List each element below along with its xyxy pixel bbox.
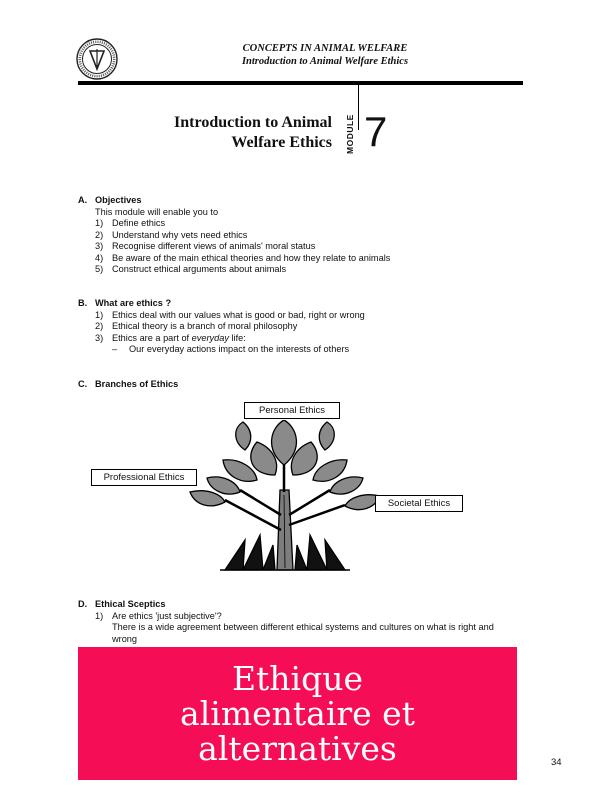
sub-list-item: – Our everyday actions impact on the interests of others: [112, 344, 350, 354]
header-subtitle: Introduction to Animal Welfare Ethics: [241, 56, 409, 67]
list-item: 1) Ethics deal with our values what is good or bad, right or wrong: [95, 309, 365, 320]
banner-line-3: alternatives: [198, 729, 397, 768]
list-item: 3) Ethics are a part of everyday life:: [95, 332, 246, 343]
banner-line-1: Ethique: [231, 659, 364, 698]
list-item: 4) Be aware of the main ethical theories and how they relate to animals: [95, 252, 391, 263]
paragraph-line: There is a wide agreement between different ethical systems and cultures on what is right and: [112, 622, 494, 632]
section-ethical-sceptics: [78, 599, 528, 645]
banner-line-2: alimentaire et: [180, 694, 415, 733]
list-item: 1) Define ethics: [95, 218, 166, 228]
section-letter: A.: [78, 195, 88, 205]
module-title: [140, 113, 332, 153]
personal-ethics-box: Personal Ethics: [244, 402, 340, 419]
section-what-are-ethics: [78, 298, 528, 356]
section-heading: Branches of Ethics: [95, 379, 179, 389]
title-banner: [78, 647, 517, 780]
page-number: 34: [551, 757, 562, 768]
section-heading: Objectives: [95, 195, 142, 205]
header-rule: [78, 81, 523, 85]
section-heading: What are ethics ?: [95, 298, 172, 308]
list-item: 2) Understand why vets need ethics: [95, 229, 248, 240]
module-title-line2: Welfare Ethics: [231, 134, 332, 151]
tree-illustration: [185, 420, 385, 580]
professional-ethics-box: Professional Ethics: [91, 469, 197, 486]
section-letter: D.: [78, 599, 88, 609]
paragraph-line: wrong: [112, 633, 138, 644]
module-label: MODULE: [345, 114, 355, 154]
module-divider: [358, 84, 359, 130]
section-objectives: [78, 195, 528, 276]
list-item: 1) Are ethics 'just subjective'?: [95, 610, 222, 621]
list-item: 2) Ethical theory is a branch of moral philosophy: [95, 321, 298, 331]
section-letter: C.: [78, 379, 88, 389]
organization-seal-icon: [76, 38, 118, 80]
section-heading: Ethical Sceptics: [95, 599, 166, 609]
section-intro: This module will enable you to: [95, 206, 219, 217]
section-letter: B.: [78, 298, 88, 308]
societal-ethics-box: Societal Ethics: [375, 495, 463, 512]
module-number: 7: [364, 108, 388, 155]
header-series-title: CONCEPTS IN ANIMAL WELFARE: [242, 43, 408, 54]
section-branches-heading: [78, 379, 528, 391]
module-title-line1: Introduction to Animal: [174, 114, 332, 131]
document-header: [160, 42, 490, 68]
list-item: 3) Recognise different views of animals' moral status: [95, 241, 316, 251]
list-item: 5) Construct ethical arguments about animals: [95, 264, 287, 274]
